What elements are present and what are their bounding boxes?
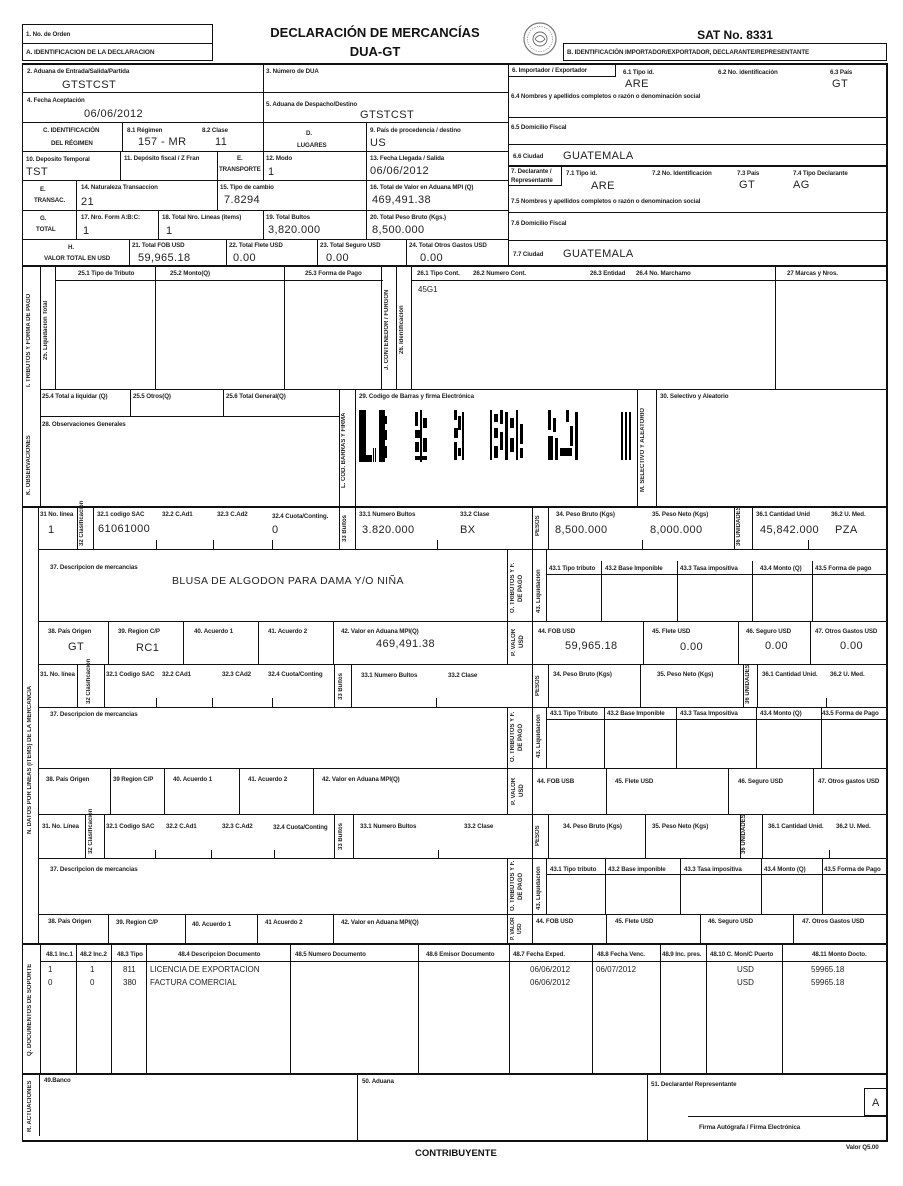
monto-label: 25.2 Monto(Q)	[170, 270, 210, 277]
doc-row2-monto: 59965.18	[811, 978, 845, 987]
importer-pais-value: GT	[832, 78, 849, 90]
item3-cad2-label: 32.3 C.Ad2	[222, 823, 253, 830]
tipo-tributo-label: 25.1 Tipo de Tributo	[78, 270, 135, 277]
copy-recipient-label: CONTRIBUYENTE	[415, 1148, 497, 1159]
item2-t1-label: 43.1 Tipo Tributo	[550, 710, 598, 717]
item2-pais-origen-label: 38. País Origen	[46, 776, 90, 783]
declarant-domicilio-label: 7.6 Domicilio Fiscal	[511, 220, 567, 227]
item1-cad2-label: 32.3 C.Ad2	[217, 511, 248, 518]
declarant-tag	[508, 165, 562, 186]
item3-clasificacion-label: 32 Clasificación	[88, 808, 94, 854]
item1-t2-label: 43.2 Base Imponible	[605, 565, 663, 572]
importer-tag	[508, 63, 616, 77]
item2-cuota-label: 32.4 Cuota/Conting	[268, 671, 323, 678]
item3-t5-label: 43.5 Forma de Pago	[824, 866, 881, 873]
total-lineas-value: 1	[166, 225, 173, 237]
item2-cantidad-label: 36.1 Cantidad Unid.	[762, 671, 818, 678]
declarant-ciudad-value: GUATEMALA	[563, 248, 634, 260]
item2-t3-label: 43.3 Tasa Impositiva	[680, 710, 738, 717]
declarant-pais-value: GT	[739, 179, 756, 191]
firma-label: Firma Autógrafa / Firma Electrónica	[699, 1124, 801, 1131]
item3-umed-label: 36.2 U. Med.	[836, 823, 871, 830]
item2-bultos-label: 33 Bultos	[338, 672, 344, 700]
naturaleza-value: 21	[81, 196, 95, 208]
declarant-nombres-label: 7.5 Nombres y apellidos completos o razón o denominacion social	[511, 198, 701, 205]
barcode-label: 29. Codigo de Barras y firma Electrónica	[359, 393, 474, 400]
doc-row1-fecha-exped: 06/06/2012	[530, 965, 571, 974]
item1-desc-value: BLUSA DE ALGODON PARA DAMA Y/O NIÑA	[172, 575, 404, 587]
doc-row1-moneda: USD	[737, 965, 754, 974]
item3-cantidad-label: 36.1 Cantidad Unid.	[768, 823, 824, 830]
item1-cuota-value: 0	[272, 524, 279, 536]
declarante-label: 7. Declarante /	[511, 168, 552, 175]
regimen-value: 157 - MR	[138, 136, 187, 148]
doc-row2-tipo: 380	[123, 978, 137, 987]
doc-col-inc2: 48.2 Inc.2	[80, 951, 107, 958]
item2-valor-aduana-label: 42. Valor en Aduana MPI(Q)	[322, 776, 400, 783]
item1-t4-label: 43.4 Monto (Q)	[760, 565, 802, 572]
declarant-pais-label: 7.3 País	[737, 170, 760, 177]
pais-procedencia-value: US	[370, 137, 387, 149]
item3-region-label: 39. Region C/P	[116, 919, 158, 926]
declarant-tipo-declarante-label: 7.4 Tipo Declarante	[793, 170, 848, 177]
g-total-label: G.	[40, 215, 47, 222]
forma-pago-label: 25.3 Forma de Pago	[305, 270, 362, 277]
pais-procedencia-label: 9. País de procedencia / destino	[370, 127, 461, 134]
item3-pesos-label: PESOS	[535, 825, 541, 847]
fecha-llegada-value: 06/06/2012	[370, 165, 430, 177]
deposito-temporal-value: TST	[26, 166, 48, 178]
item3-t2-label: 43.2 Base imponible	[608, 866, 666, 873]
e-transporte-label: E.	[237, 155, 243, 162]
e-transporte-label-2: TRANSPORTE	[219, 166, 261, 173]
observaciones-section-label: K. OBSERVACIONES	[26, 435, 32, 495]
declarant-ciudad-label: 7.7 Ciudad	[513, 251, 544, 258]
item1-acuerdo1-label: 40. Acuerdo 1	[194, 628, 234, 635]
documents-section	[22, 944, 888, 1074]
item3-flete-label: 45. Flete USD	[615, 918, 654, 925]
doc-col-numero: 48.5 Numero Documento	[295, 951, 366, 958]
item1-sac-value: 61061000	[98, 523, 151, 535]
item3-acuerdo1-label: 40. Acuerdo 1	[192, 921, 232, 928]
doc-row1-inc2: 1	[90, 965, 95, 974]
item3-peso-bruto-label: 34. Peso Bruto (Kgs)	[563, 823, 622, 830]
item2-t5-label: 43.5 Forma de Pago	[822, 710, 879, 717]
item1-seguro-value: 0.00	[765, 640, 789, 652]
item3-cuota-label: 32.4 Cuota/Conting	[273, 824, 328, 831]
clase-label: 8.2 Clase	[202, 127, 228, 134]
doc-col-fecha-venc: 48.8 Fecha Venc.	[597, 951, 645, 958]
item1-seguro-label: 46. Seguro USD	[746, 628, 792, 635]
nro-form-value: 1	[83, 225, 90, 237]
item2-acuerdo1-label: 40. Acuerdo 1	[173, 776, 213, 783]
declarant-tipo-id-value: ARE	[591, 180, 615, 192]
item2-desc-label: 37. Descripcion de mercancias	[50, 711, 138, 718]
page-title: DECLARACIÓN DE MERCANCÍAS	[270, 25, 480, 40]
item2-unidades-label: 36 UNIDADES	[745, 664, 751, 704]
item1-acuerdo2-label: 41. Acuerdo 2	[268, 628, 308, 635]
entidad-label: 26.3 Entidad	[590, 270, 626, 277]
item2-t2-label: 43.2 Base Imponible	[607, 710, 665, 717]
section-a-box	[22, 43, 213, 61]
modo-label: 12. Modo	[266, 155, 293, 162]
sat-number: SAT No. 8331	[697, 28, 773, 42]
importer-nombres-label: 6.4 Nombres y apellidos completos o razón o denominación social	[511, 93, 701, 100]
e-transac-label: E.	[40, 186, 46, 193]
total-general-label: 25.6 Total General(Q)	[226, 393, 286, 400]
total-valor-aduana-label: 16. Total de Valor en Aduana MPI (Q)	[370, 184, 474, 191]
e-transac-label-2: TRANSAC.	[34, 197, 66, 204]
observaciones-label: 28. Observaciones Generales	[42, 421, 126, 428]
liquidacion-label: 25. Liquidacion Total	[43, 300, 49, 360]
copy-letter-box	[864, 1088, 888, 1116]
item2-tributos-label: O. TRIBUTOS Y F. DE PAGO	[510, 711, 524, 763]
copy-letter: A	[872, 1097, 880, 1109]
h-valor-total-label: H.	[68, 244, 74, 251]
item3-peso-neto-label: 35. Peso Neto (Kgs)	[652, 823, 709, 830]
doc-col-inc1: 48.1 Inc.1	[46, 951, 73, 958]
naturaleza-label: 14. Naturaleza Transaccion	[81, 184, 158, 191]
item1-flete-value: 0.00	[680, 641, 704, 653]
item1-peso-bruto-label: 34. Peso Bruto (Kgs)	[556, 511, 615, 518]
total-fob-label: 21. Total FOB USD	[132, 242, 185, 249]
item1-no-linea-label: 31 No. línea	[40, 511, 74, 518]
item1-clasificacion-label: 32 Clasificación	[79, 500, 85, 546]
tipo-cambio-value: 7.8294	[224, 194, 261, 206]
item3-pais-origen-label: 38. País Origen	[48, 918, 92, 925]
c-regimen-label: C. IDENTIFICACIÓN	[43, 127, 100, 134]
order-number-box	[22, 24, 213, 44]
total-peso-value: 8,500.000	[372, 224, 425, 236]
item3-fob-label: 44. FOB USD	[536, 918, 574, 925]
item3-no-linea-label: 31. No. Línea	[42, 823, 79, 830]
total-bultos-value: 3,820.000	[268, 224, 321, 236]
selectivo-section-label: M. SELECTIVO Y ALEATORIO	[640, 408, 646, 493]
item3-seguro-label: 46. Seguro USD	[708, 918, 754, 925]
item1-peso-bruto-value: 8,500.000	[555, 524, 608, 536]
importer-no-id-label: 6.2 No. identificación	[718, 69, 778, 76]
item3-t3-label: 43.3 Tasa impositiva	[684, 866, 742, 873]
marcas-label: 27 Marcas y Nros.	[787, 270, 838, 277]
item3-t4-label: 43.4 Monto (Q)	[764, 866, 806, 873]
item1-bultos-label: 33 Bultos	[342, 514, 348, 542]
coat-of-arms-seal-icon	[522, 22, 558, 56]
item1-otros-value: 0.00	[840, 640, 864, 652]
doc-row2-inc2: 0	[90, 978, 95, 987]
item3-acuerdo2-label: 41 Acuerdo 2	[265, 919, 303, 926]
doc-row1-tipo: 811	[123, 965, 136, 974]
doc-col-descripcion: 48.4 Descripcion Documento	[178, 951, 261, 958]
item1-region-value: RC1	[136, 642, 160, 654]
item3-liquidacion-label: 43. Liquidación	[536, 866, 542, 910]
item2-peso-bruto-label: 34. Peso Bruto (Kgs)	[553, 671, 612, 678]
item1-valor-usd-label: P. VALOR USD	[511, 628, 525, 656]
total-liquidar-label: 25.4 Total a liquidar (Q)	[42, 393, 108, 400]
item1-t3-label: 43.3 Tasa impositiva	[680, 565, 738, 572]
item2-fob-label: 44. FOB USB	[537, 778, 575, 785]
total-otros-label: 24. Total Otros Gastos USD	[409, 242, 487, 249]
doc-row2-moneda: USD	[737, 978, 754, 987]
importer-tipo-id-value: ARE	[625, 78, 649, 90]
item1-num-bultos-value: 3.820.000	[362, 524, 415, 536]
item1-t1-label: 43.1 Tipo tributo	[549, 565, 596, 572]
tipo-cont-label: 26.1 Tipo Cont.	[417, 270, 460, 277]
item1-clase-label: 33.2 Clase	[460, 511, 490, 518]
total-peso-label: 20. Total Peso Bruto (Kgs.)	[370, 214, 446, 221]
total-lineas-label: 18. Total Nro. Líneas (items)	[162, 214, 242, 221]
item3-otros-label: 47. Otros Gastos USD	[802, 918, 865, 925]
item1-num-bultos-label: 33.1 Numero Bultos	[359, 511, 416, 518]
order-number-label: 1. No. de Orden	[26, 31, 71, 38]
page-subtitle: DUA-GT	[349, 44, 401, 59]
item1-otros-label: 47. Otros Gastos USD	[815, 628, 878, 635]
item2-num-bultos-label: 33.1 Numero Bultos	[361, 672, 418, 679]
g-total-label-2: TOTAL	[36, 226, 56, 233]
item1-sac-label: 32.1 codigo SAC	[97, 511, 145, 518]
item1-region-label: 39. Region C/P	[118, 628, 160, 635]
doc-row1-monto: 59965.18	[811, 965, 845, 974]
barcode-image	[357, 408, 635, 463]
doc-col-tipo: 48.3 Tipo	[117, 951, 143, 958]
numero-dua-label: 3. Número de DUA	[266, 68, 319, 75]
item1-peso-neto-value: 8,000.000	[650, 524, 703, 536]
total-flete-value: 0.00	[233, 252, 257, 264]
doc-col-emisor: 48.6 Emisor Documento	[426, 951, 495, 958]
item3-valor-aduana-label: 42. Valor en Aduana MPI(Q)	[341, 919, 419, 926]
item1-t5-label: 43.5 Forma de pago	[815, 565, 872, 572]
item1-unidades-label: 36 UNIDADES	[736, 506, 742, 546]
documents-section-label: Q. DOCUMENTOS DE SOPORTE	[27, 963, 33, 1057]
item2-otros-label: 47. Otros gastos USD	[818, 778, 880, 785]
item2-umed-label: 36.2 U. Med.	[830, 671, 865, 678]
deposito-temporal-label: 10. Deposito Temporal	[26, 156, 90, 163]
items-section-label: N. DATOS POR LINEAS (ITEMS) DE LA MERCANCIA	[27, 685, 33, 835]
item1-liquidacion-label: 43. Liquidación	[536, 569, 542, 613]
doc-row1-descripcion: LICENCIA DE EXPORTACION	[150, 965, 260, 974]
item3-clase-label: 33.2 Clase	[464, 823, 494, 830]
h-valor-total-label-2: VALOR TOTAL EN USD	[44, 255, 111, 262]
item3-sac-label: 32.1 Codigo SAC	[106, 823, 155, 830]
aduana-label: 50. Aduana	[362, 1078, 394, 1085]
tipo-cont-value: 45G1	[418, 285, 438, 294]
importer-tipo-id-label: 6.1 Tipo id.	[623, 69, 655, 76]
item2-valor-usd-label: P. VALOR USD	[511, 777, 525, 805]
section-b-box	[563, 43, 887, 61]
item2-cad2-label: 32.3 CAd2	[222, 671, 252, 678]
item1-clase-value: BX	[460, 524, 476, 536]
barcode-section-label: L. COD. BARRAS Y FIRMA	[341, 412, 347, 488]
clase-value: 11	[215, 136, 228, 148]
item3-t1-label: 43.1 Tipo tributo	[550, 866, 597, 873]
section-a-label: A. IDENTIFICACION DE LA DECLARACION	[26, 49, 155, 56]
aduana-despacho-label: 5. Aduana de Despacho/Destino	[266, 101, 358, 108]
item2-liquidacion-label: 43. Liquidación	[536, 714, 542, 758]
item2-seguro-label: 46. Seguro USD	[738, 778, 784, 785]
declarant-no-id-label: 7.2 No. Identificación	[652, 170, 712, 177]
actuaciones-section	[22, 1074, 888, 1142]
declarant-tipo-declarante-value: AG	[793, 179, 810, 191]
total-flete-label: 22. Total Flete USD	[229, 242, 283, 249]
item1-no-linea-value: 1	[48, 524, 55, 536]
item3-bultos-label: 33 Bultos	[338, 822, 344, 850]
item1-cuota-label: 32.4 Cuota/Conting.	[272, 513, 329, 520]
doc-col-moneda: 48.10 C. Mon/C Puerto	[710, 951, 774, 958]
contenedor-label: J. CONTENEDOR / FURGON	[384, 289, 390, 370]
fecha-aceptacion-value: 06/06/2012	[84, 108, 144, 120]
item1-cantidad-value: 45,842.000	[760, 524, 820, 536]
item1-cad1-label: 32.2 C.Ad1	[162, 511, 193, 518]
modo-value: 1	[268, 166, 275, 178]
item1-umed-value: PZA	[835, 524, 858, 536]
item2-flete-label: 45. Flete USD	[615, 778, 654, 785]
total-valor-aduana-value: 469,491.38	[372, 194, 432, 206]
marchamo-label: 26.4 No. Marchamo	[636, 270, 691, 277]
item1-desc-label: 37. Descripcion de mercancias	[50, 564, 138, 571]
item3-tributos-label: O. TRIBUTOS Y F. DE PAGO	[510, 860, 524, 912]
item1-tributos-label: O. TRIBUTOS Y F. DE PAGO	[510, 562, 524, 614]
deposito-fiscal-label: 11. Depósito fiscal / Z Fran	[124, 155, 200, 162]
fecha-llegada-label: 13. Fecha Llegada / Salida	[370, 155, 445, 162]
doc-col-monto: 48.11 Monto Docto.	[812, 951, 867, 958]
item2-clase-label: 33.2 Clase	[448, 672, 478, 679]
item1-fob-label: 44. FOB USD	[538, 628, 576, 635]
item2-region-label: 39 Region C/P	[113, 776, 154, 783]
fecha-aceptacion-label: 4. Fecha Aceptación	[27, 97, 85, 104]
item2-sac-label: 32.1 Codigo SAC	[106, 671, 155, 678]
doc-row1-fecha-venc: 06/07/2012	[596, 965, 637, 974]
item2-no-linea-label: 31. No. línea	[40, 671, 75, 678]
section-b-label: B. IDENTIFICACIÓN IMPORTADOR/EXPORTADOR, DECLARANTE/REPRESENTANTE	[567, 49, 810, 56]
tipo-cambio-label: 15. Tipo de cambio	[220, 184, 274, 191]
banco-label: 49.Banco	[44, 1077, 71, 1084]
item2-t4-label: 43.4 Monto (Q)	[760, 710, 802, 717]
item1-pais-origen-label: 38. País Origen	[48, 628, 92, 635]
d-lugares-label: D.	[306, 130, 312, 137]
selectivo-label: 30. Selectivo y Aleatorio	[660, 393, 729, 400]
doc-row2-descripcion: FACTURA COMERCIAL	[150, 978, 237, 987]
declarant-tipo-id-label: 7.1 Tipo id.	[566, 170, 598, 177]
total-bultos-label: 19. Total Bultos	[266, 214, 311, 221]
doc-row1-inc1: 1	[48, 965, 53, 974]
item1-valor-aduana-label: 42. Valor en Aduana MPI(Q)	[341, 628, 419, 635]
doc-row2-fecha-exped: 06/06/2012	[530, 978, 571, 987]
actuaciones-section-label: R. ACTUACIONES	[27, 1080, 33, 1132]
item1-peso-neto-label: 35. Peso Neto (Kgs)	[652, 511, 709, 518]
importer-domicilio-label: 6.5 Domicilio Fiscal	[511, 124, 567, 131]
numero-cont-label: 26.2 Numero Cont.	[473, 270, 526, 277]
item1-fob-value: 59,965.18	[565, 640, 618, 652]
otros-label: 25.5 Otros(Q)	[133, 393, 171, 400]
doc-col-inc-pres: 48.9 Inc. pres.	[662, 951, 702, 958]
item2-peso-neto-label: 35. Peso Neto (Kgs)	[657, 671, 714, 678]
declarante-sign-label: 51. Declarante/ Representante	[651, 1081, 737, 1088]
item1-flete-label: 45. Flete USD	[652, 628, 691, 635]
declarante-label-2: Representante	[511, 177, 553, 184]
total-otros-value: 0.00	[420, 252, 444, 264]
items-section	[22, 500, 888, 944]
item2-acuerdo2-label: 41. Acuerdo 2	[248, 776, 288, 783]
item1-pais-origen-value: GT	[68, 641, 85, 653]
importer-ciudad-value: GUATEMALA	[563, 150, 634, 162]
total-seguro-label: 23. Total Seguro USD	[320, 242, 381, 249]
item2-clasificacion-label: 32 Clasificación	[86, 658, 92, 704]
importador-label: 6. Importador / Exportador	[512, 67, 588, 74]
d-lugares-label-2: LUGARES	[297, 142, 327, 149]
item1-cantidad-label: 36.1 Cantidad Unid	[756, 511, 810, 518]
nro-form-label: 17. Nro. Form A:B:C:	[81, 214, 140, 221]
doc-row2-inc1: 0	[48, 978, 53, 987]
identificacion-label: 26. Identificación	[399, 305, 405, 355]
item3-desc-label: 37. Descripcion de mercancias	[50, 866, 138, 873]
importer-pais-label: 6.3 País	[830, 69, 853, 76]
aduana-entrada-label: 2. Aduana de Entrada/Salida/Partida	[27, 68, 130, 75]
item2-pesos-label: PESOS	[535, 675, 541, 697]
importer-ciudad-label: 6.6 Ciudad	[513, 153, 544, 160]
item1-pesos-label: PESOS	[535, 515, 541, 537]
regimen-label: 8.1 Régimen	[127, 127, 163, 134]
item3-valor-usd-label: P. VALOR USD	[510, 917, 523, 941]
aduana-entrada-value: GTSTCST	[62, 79, 117, 91]
aduana-despacho-value: GTSTCST	[360, 109, 415, 121]
tributos-section-label: I. TRIBUTOS Y FORMA DE PAGO	[26, 293, 32, 387]
total-fob-value: 59,965.18	[138, 252, 191, 264]
item1-valor-aduana-value: 469,491.38	[376, 638, 436, 650]
item1-umed-label: 36.2 U. Med.	[831, 511, 866, 518]
item3-unidades-label: 36 UNIDADES	[741, 814, 747, 854]
total-seguro-value: 0.00	[326, 252, 350, 264]
tributos-section	[22, 266, 888, 507]
item2-cad1-label: 32.2 CAd1	[162, 671, 192, 678]
item3-num-bultos-label: 33.1 Numero Bultos	[360, 823, 417, 830]
doc-col-fecha-exped: 48.7 Fecha Exped.	[513, 951, 565, 958]
item3-cad1-label: 32.2 C.Ad1	[166, 823, 197, 830]
c-regimen-label-2: DEL RÉGIMEN	[51, 140, 93, 147]
valor-label: Valor Q5.00	[846, 1144, 879, 1151]
